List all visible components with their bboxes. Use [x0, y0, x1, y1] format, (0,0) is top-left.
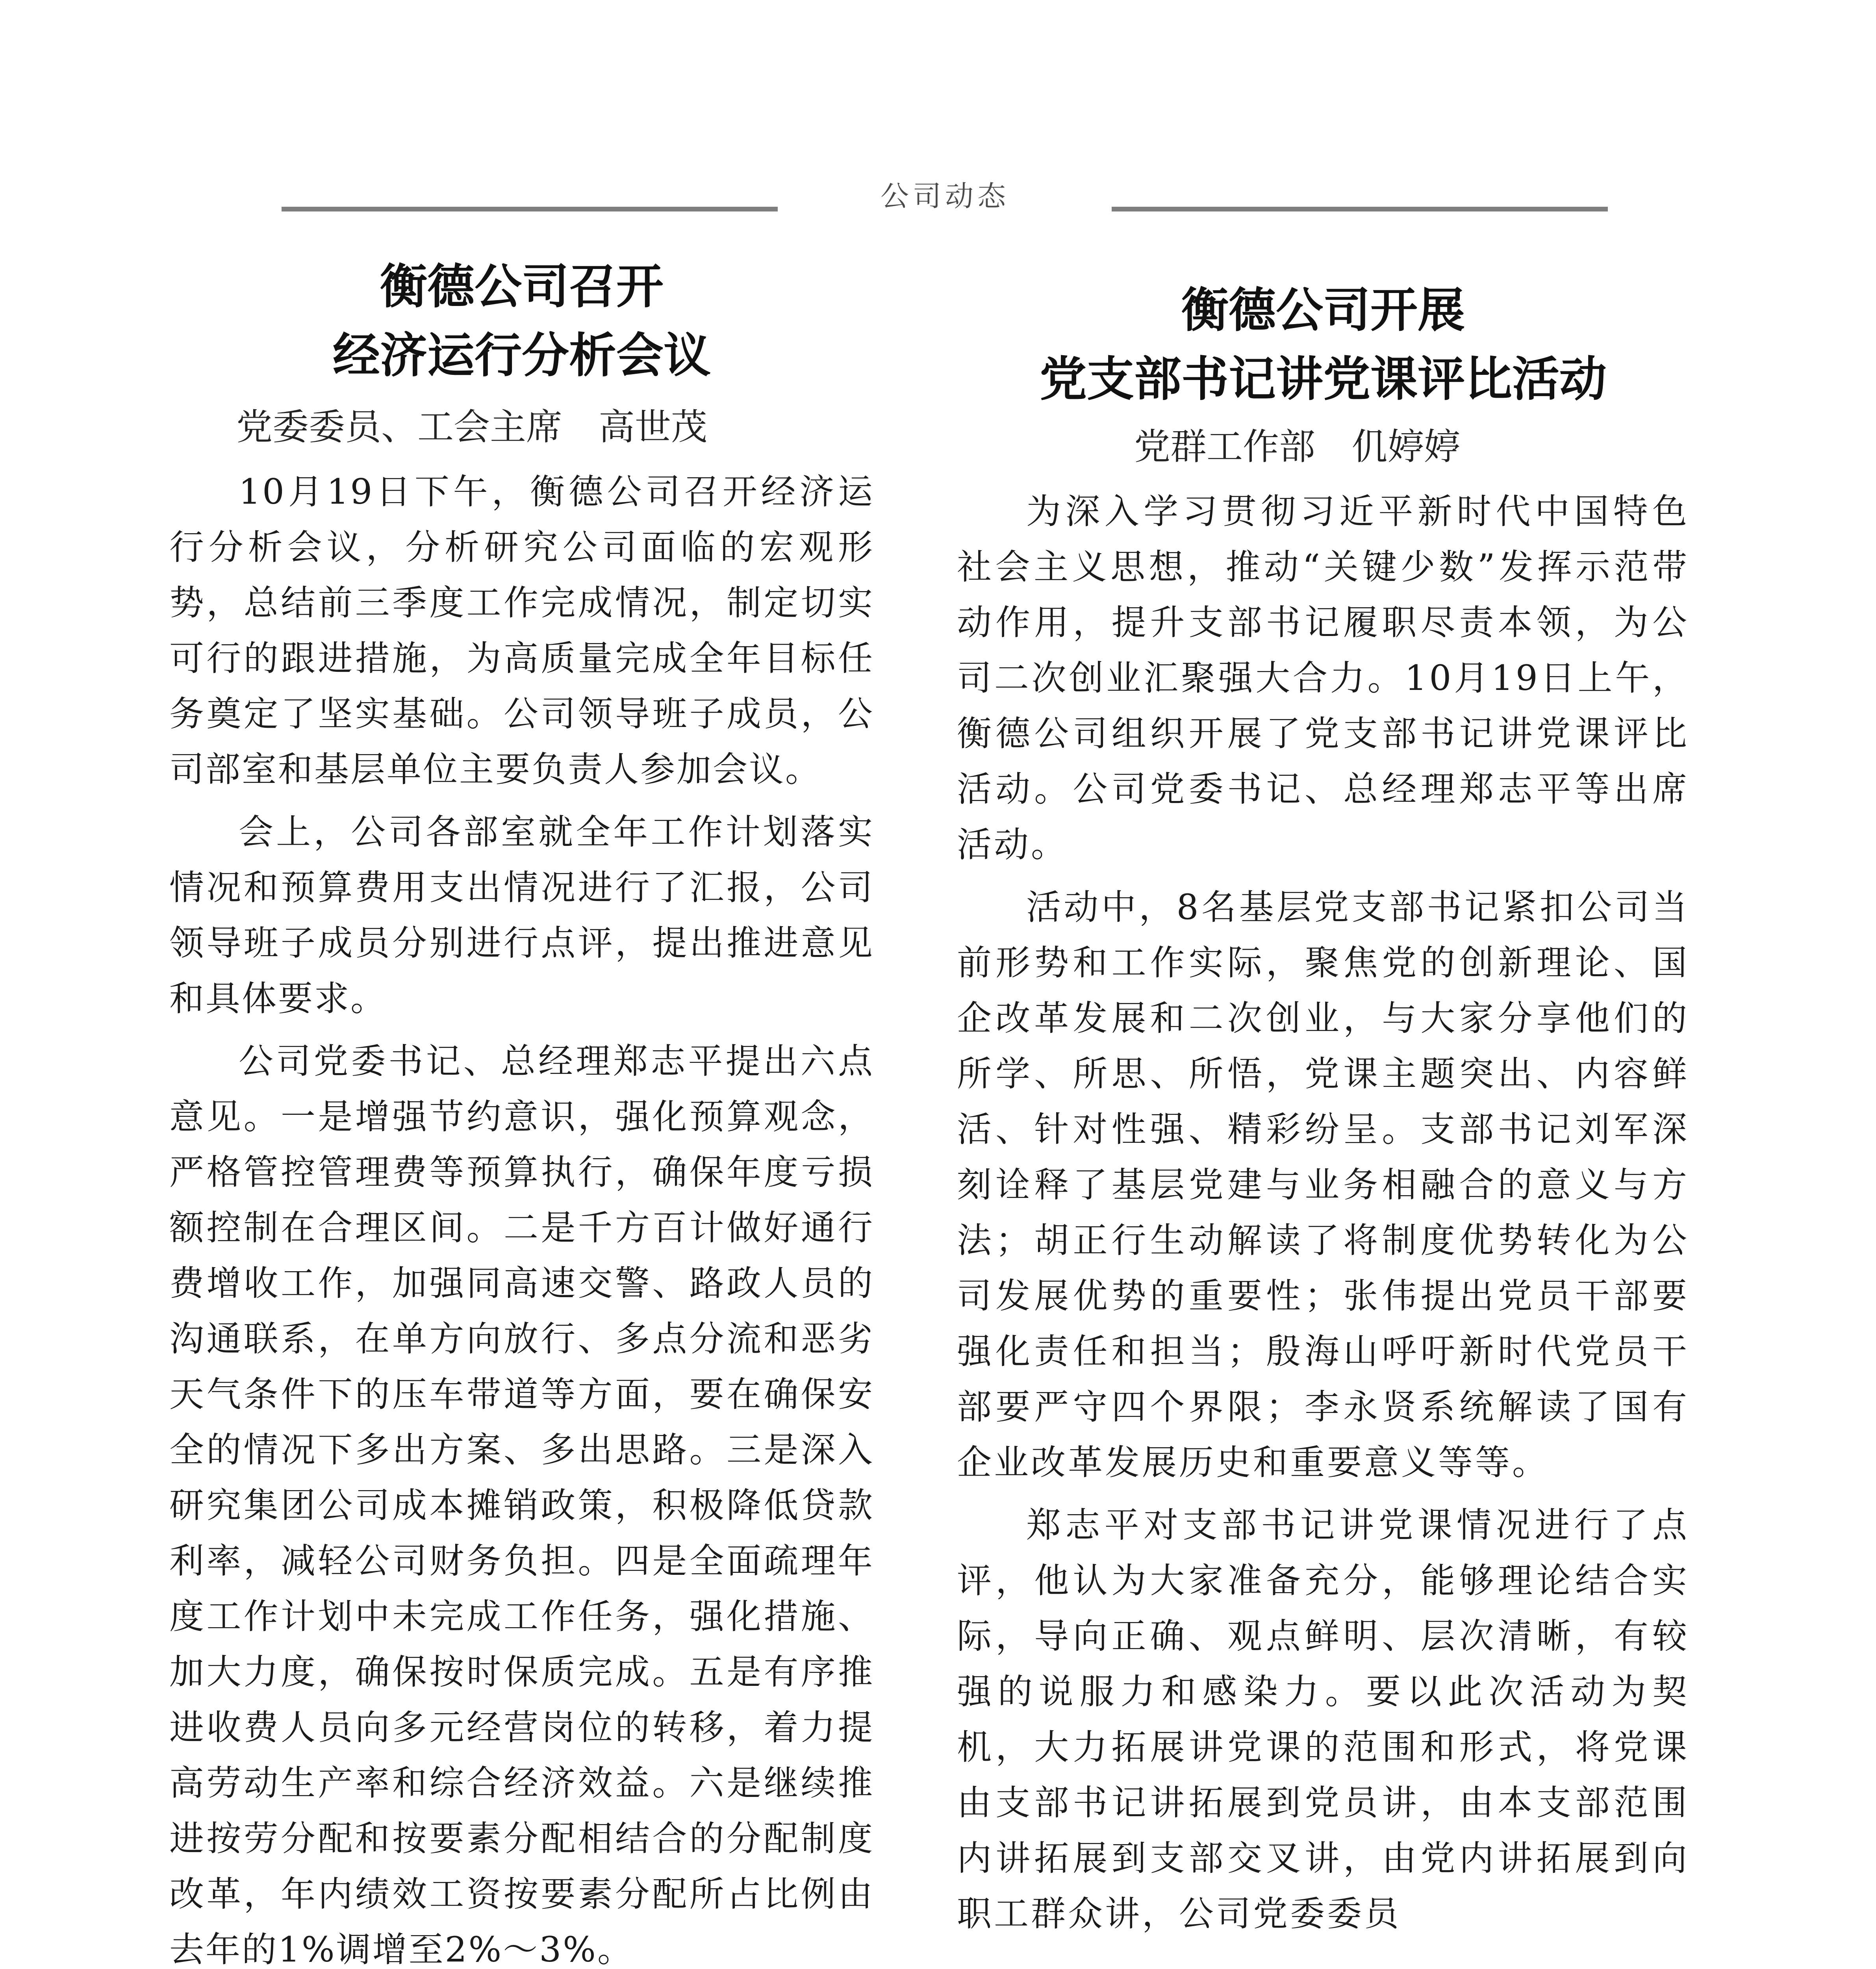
header-rule-right [1112, 207, 1608, 211]
article-party-lecture [957, 276, 1689, 1949]
article-title-line: 经济运行分析会议 [333, 328, 711, 383]
article-paragraph: 活动中，8名基层党支部书记紧扣公司当前形势和工作实际，聚焦党的创新理论、国企改革发展和二次创业，与大家分享他们的所学、所思、所悟，党课主题突出、内容鲜活、针对性强、精彩纷呈。支部书记刘军深刻诠释了基层党建与业务相融合的意义与方法；胡正行生动解读了将制度优势转化为公司发展优势的重要性；张伟提出党员干部要强化责任和担当；殷海山呼吁新时代党员干部要严守四个界限；李永贤系统解读了国有企业改革发展历史和重要意义等等。 [957, 887, 1689, 1483]
article-paragraph: 公司党委书记、总经理郑志平提出六点意见。一是增强节约意识，强化预算观念，严格管控管理费等预算执行，确保年度亏损额控制在合理区间。二是千方百计做好通行费增收工作，加强同高速交警、路政人员的沟通联系，在单方向放行、多点分流和恶劣天气条件下的压车带道等方面，要在确保安全的情况下多出方案、多出思路。三是深入研究集团公司成本摊销政策，积极降低贷款利率，减轻公司财务负担。四是全面疏理年度工作计划中未完成工作任务，强化措施、加大力度，确保按时保质完成。五是有序推进收费人员向多元经营岗位的转移，着力提高劳动生产率和综合经济效益。六是继续推进按劳分配和按要素分配相结合的分配制度改革，年内绩效工资按要素分配所占比例由去年的1%调增至2%～3%。 [169, 1041, 874, 1969]
article-title-line: 衡德公司开展 [1181, 282, 1465, 338]
section-label: 公司动态 [880, 180, 1010, 213]
article-paragraph: 为深入学习贯彻习近平新时代中国特色社会主义思想，推动“关键少数”发挥示范带动作用，提升支部书记履职尽责本领，为公司二次创业汇聚强大合力。10月19日上午，衡德公司组织开展了党支部书记讲党课评比活动。公司党委书记、总经理郑志平等出席活动。 [957, 491, 1689, 865]
header-rule-left [282, 207, 778, 211]
article-paragraph: 郑志平对支部书记讲党课情况进行了点评，他认为大家准备充分，能够理论结合实际，导向正确、观点鲜明、层次清晰，有较强的说服力和感染力。要以此次活动为契机，大力拓展讲党课的范围和形式，将党课由支部书记讲拓展到党员讲，由本支部范围内讲拓展到支部交叉讲，由党内讲拓展到向职工群众讲，公司党委委员 [957, 1505, 1689, 1934]
article-economic-meeting [169, 252, 874, 1969]
article-byline: 党委委员、工会主席 高世茂 [236, 406, 708, 448]
article-paragraph: 10月19日下午，衡德公司召开经济运行分析会议，分析研究公司面临的宏观形势，总结前三季度工作完成情况，制定切实可行的跟进措施，为高质量完成全年目标任务奠定了坚实基础。公司领导班子成员，公司部室和基层单位主要负责人参加会议。 [169, 471, 874, 790]
article-title-line: 党支部书记讲党课评比活动 [1040, 351, 1607, 407]
article-paragraph: 会上，公司各部室就全年工作计划落实情况和预算费用支出情况进行了汇报，公司领导班子成员分别进行点评，提出推进意见和具体要求。 [169, 812, 874, 1019]
article-byline: 党群工作部 仉婷婷 [1134, 426, 1461, 468]
article-title-line: 衡德公司召开 [380, 259, 664, 314]
